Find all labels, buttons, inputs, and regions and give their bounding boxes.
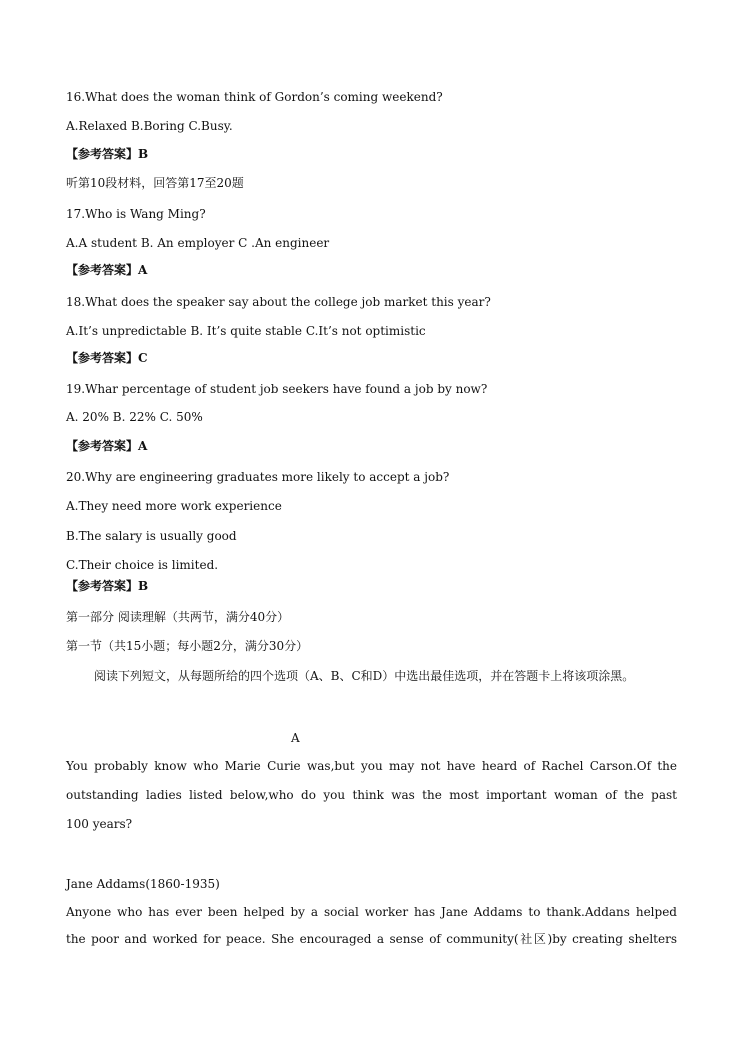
person-1-line-2: the poor and worked for peace. She encouraged a sense of community(社区)by creating shelters bbox=[66, 932, 677, 946]
q18-question: 18.What does the speaker say about the college job market this year? bbox=[66, 295, 491, 309]
q20-option-b: B.The salary is usually good bbox=[66, 529, 237, 543]
q20-answer: 【参考答案】B bbox=[66, 579, 149, 593]
q16-answer: 【参考答案】B bbox=[66, 147, 149, 161]
q16-question: 16.What does the woman think of Gordon’s coming weekend? bbox=[66, 90, 443, 104]
part2-instructions: 阅读下列短文，从每题所给的四个选项（A、B、C和D）中选出最佳选项，并在答题卡上将该项涂黑。 bbox=[94, 669, 635, 683]
passage-intro-line-3: 100 years? bbox=[66, 817, 133, 831]
q18-answer: 【参考答案】C bbox=[66, 351, 148, 365]
passage-intro-line-1: You probably know who Marie Curie was,but you may not have heard of Rachel Carson.Of the bbox=[66, 759, 677, 773]
person-1-line-1: Anyone who has ever been helped by a social worker has Jane Addams to thank.Addans helped bbox=[66, 905, 677, 919]
passage-label: A bbox=[291, 731, 300, 745]
section-10-intro: 听第10段材料，回答第17至20题 bbox=[66, 176, 244, 190]
person-1-heading: Jane Addams(1860-1935) bbox=[66, 877, 220, 891]
part2-section1: 第一节（共15小题；每小题2分，满分30分） bbox=[66, 639, 309, 653]
part2-title: 第一部分 阅读理解（共两节，满分40分） bbox=[66, 610, 290, 624]
q17-options: A.A student B. An employer C .An engineer bbox=[66, 236, 330, 250]
q19-answer: 【参考答案】A bbox=[66, 439, 148, 453]
q19-question: 19.Whar percentage of student job seekers have found a job by now? bbox=[66, 382, 488, 396]
q17-question: 17.Who is Wang Ming? bbox=[66, 207, 206, 221]
q19-options: A. 20% B. 22% C. 50% bbox=[66, 410, 203, 424]
passage-intro-line-2: outstanding ladies listed below,who do you think was the most important woman of the past bbox=[66, 788, 677, 802]
q18-options: A.It’s unpredictable B. It’s quite stable C.It’s not optimistic bbox=[66, 324, 426, 338]
q20-option-c: C.Their choice is limited. bbox=[66, 558, 219, 572]
q20-question: 20.Why are engineering graduates more likely to accept a job? bbox=[66, 470, 450, 484]
q20-option-a: A.They need more work experience bbox=[66, 499, 282, 513]
q16-options: A.Relaxed B.Boring C.Busy. bbox=[66, 119, 233, 133]
q17-answer: 【参考答案】A bbox=[66, 263, 148, 277]
